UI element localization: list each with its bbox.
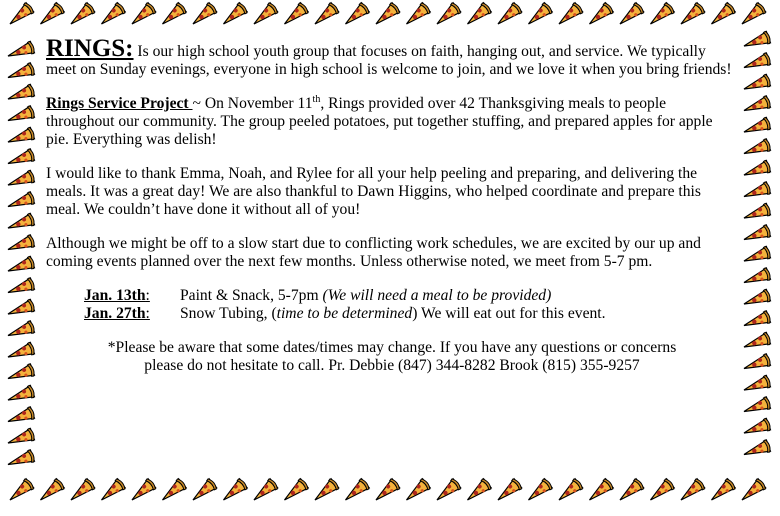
pizza-slice-icon: [524, 478, 553, 505]
pizza-slice-icon: [742, 31, 772, 52]
event-item: [84, 305, 738, 323]
service-paragraph: [46, 95, 738, 149]
pizza-slice-icon: [311, 2, 340, 29]
pizza-slice-icon: [189, 478, 218, 505]
pizza-slice-icon: [36, 2, 65, 29]
pizza-slice-icon: [280, 2, 309, 29]
pizza-slice-icon: [402, 478, 431, 505]
service-heading: Rings Service Project: [46, 95, 193, 112]
pizza-slice-icon: [67, 2, 96, 29]
pizza-slice-icon: [742, 332, 772, 353]
pizza-slice-icon: [616, 2, 645, 29]
pizza-slice-icon: [158, 2, 187, 29]
pizza-slice-icon: [738, 478, 767, 505]
pizza-slice-icon: [742, 95, 772, 116]
pizza-slice-icon: [494, 478, 523, 505]
notice-line-2: please do not hesitate to call. Pr. Debbie (847) 344-8282 Brook (815) 355-9257: [144, 357, 640, 374]
pizza-slice-icon: [6, 478, 35, 505]
pizza-slice-icon: [494, 2, 523, 29]
pizza-slice-icon: [742, 375, 772, 396]
pizza-slice-icon: [6, 41, 36, 62]
pizza-slice-icon: [6, 191, 36, 212]
pizza-slice-icon: [219, 478, 248, 505]
pizza-slice-icon: [524, 2, 553, 29]
pizza-slice-icon: [646, 478, 675, 505]
pizza-slice-icon: [6, 449, 36, 470]
flyer-content: [46, 35, 738, 375]
event-after: ) We will eat out for this event.: [412, 305, 606, 322]
pizza-slice-icon: [742, 396, 772, 417]
pizza-slice-icon: [742, 439, 772, 460]
pizza-slice-icon: [250, 2, 279, 29]
pizza-slice-icon: [6, 213, 36, 234]
pizza-slice-icon: [585, 2, 614, 29]
pizza-slice-icon: [128, 478, 157, 505]
pizza-slice-icon: [707, 2, 736, 29]
pizza-slice-icon: [6, 256, 36, 277]
pizza-slice-icon: [463, 478, 492, 505]
intro-text: Is our high school youth group that focuses on faith, hanging out, and service. We typically meet on Sunday evenings, everyone in high school is welcome to join, and we love it when you bring friends!: [46, 43, 732, 78]
pizza-slice-icon: [742, 117, 772, 138]
event-note: (We will need a meal to be provided): [322, 287, 552, 304]
pizza-slice-icon: [742, 267, 772, 288]
pizza-slice-icon: [250, 478, 279, 505]
pizza-slice-icon: [402, 2, 431, 29]
pizza-slice-icon: [555, 2, 584, 29]
notice-block: [46, 339, 738, 375]
notice-line-1: *Please be aware that some dates/times may change. If you have any questions or concerns: [107, 339, 677, 356]
pizza-slice-icon: [6, 127, 36, 148]
pizza-slice-icon: [6, 148, 36, 169]
event-title: Snow Tubing, (: [180, 305, 277, 322]
schedule-paragraph: Although we might be off to a slow start due to conflicting work schedules, we are excited by our up and coming events planned over the next few months. Unless otherwise noted, we meet from 5-7 pm.: [46, 235, 701, 270]
pizza-slice-icon: [67, 478, 96, 505]
pizza-slice-icon: [742, 310, 772, 331]
pizza-slice-icon: [6, 385, 36, 406]
pizza-slice-icon: [341, 478, 370, 505]
pizza-slice-icon: [742, 353, 772, 374]
pizza-slice-icon: [646, 2, 675, 29]
event-date-text: Jan. 13th: [84, 287, 146, 304]
pizza-slice-icon: [341, 2, 370, 29]
event-sep: :: [145, 305, 150, 322]
pizza-slice-icon: [742, 289, 772, 310]
pizza-slice-icon: [128, 2, 157, 29]
intro-paragraph: [46, 35, 738, 79]
group-title: RINGS:: [46, 35, 134, 62]
pizza-slice-icon: [6, 105, 36, 126]
pizza-slice-icon: [311, 478, 340, 505]
pizza-slice-icon: [742, 138, 772, 159]
pizza-slice-icon: [36, 478, 65, 505]
pizza-slice-icon: [97, 2, 126, 29]
pizza-slice-icon: [6, 406, 36, 427]
pizza-slice-icon: [742, 246, 772, 267]
pizza-slice-icon: [6, 170, 36, 191]
pizza-slice-icon: [6, 234, 36, 255]
event-note: time to be determined: [276, 305, 413, 322]
pizza-slice-icon: [433, 2, 462, 29]
pizza-slice-icon: [6, 62, 36, 83]
pizza-slice-icon: [742, 418, 772, 439]
event-date-text: Jan. 27th: [84, 305, 146, 322]
pizza-slice-icon: [742, 224, 772, 245]
pizza-slice-icon: [742, 160, 772, 181]
pizza-slice-icon: [707, 478, 736, 505]
pizza-slice-icon: [677, 2, 706, 29]
pizza-slice-icon: [6, 277, 36, 298]
pizza-slice-icon: [6, 2, 35, 29]
pizza-slice-icon: [6, 84, 36, 105]
pizza-slice-icon: [219, 2, 248, 29]
pizza-slice-icon: [372, 2, 401, 29]
pizza-slice-icon: [585, 478, 614, 505]
pizza-slice-icon: [463, 2, 492, 29]
pizza-slice-icon: [616, 478, 645, 505]
pizza-slice-icon: [6, 342, 36, 363]
pizza-slice-icon: [158, 478, 187, 505]
service-text-b: , Rings provided over 42 Thanksgiving meals to people throughout our community. The group peeled potatoes, put together stuffing, and prepared apples for apple pie. Everything was delish!: [46, 95, 713, 148]
pizza-slice-icon: [372, 478, 401, 505]
pizza-slice-icon: [433, 478, 462, 505]
pizza-slice-icon: [738, 2, 767, 29]
event-sep: :: [145, 287, 150, 304]
thanks-paragraph: I would like to thank Emma, Noah, and Rylee for all your help peeling and preparing, and delivering the meals. It was a great day! We are also thankful to Dawn Higgins, who helped coordinate and prepare this meal. We couldn’t have done it without all of you!: [46, 165, 701, 218]
event-date: [84, 305, 180, 323]
pizza-slice-icon: [6, 320, 36, 341]
pizza-slice-icon: [97, 478, 126, 505]
pizza-slice-icon: [742, 74, 772, 95]
pizza-slice-icon: [6, 363, 36, 384]
pizza-slice-icon: [280, 478, 309, 505]
service-text-a: ~ On November 11: [192, 95, 313, 112]
pizza-slice-icon: [742, 181, 772, 202]
pizza-slice-icon: [6, 428, 36, 449]
pizza-slice-icon: [742, 203, 772, 224]
pizza-slice-icon: [189, 2, 218, 29]
event-title: Paint & Snack, 5-7pm: [180, 287, 323, 304]
service-sup: th: [312, 93, 321, 105]
pizza-slice-icon: [742, 52, 772, 73]
events-list: [84, 287, 738, 323]
event-date: [84, 287, 180, 305]
pizza-slice-icon: [6, 299, 36, 320]
event-item: [84, 287, 738, 305]
pizza-slice-icon: [677, 478, 706, 505]
pizza-slice-icon: [555, 478, 584, 505]
